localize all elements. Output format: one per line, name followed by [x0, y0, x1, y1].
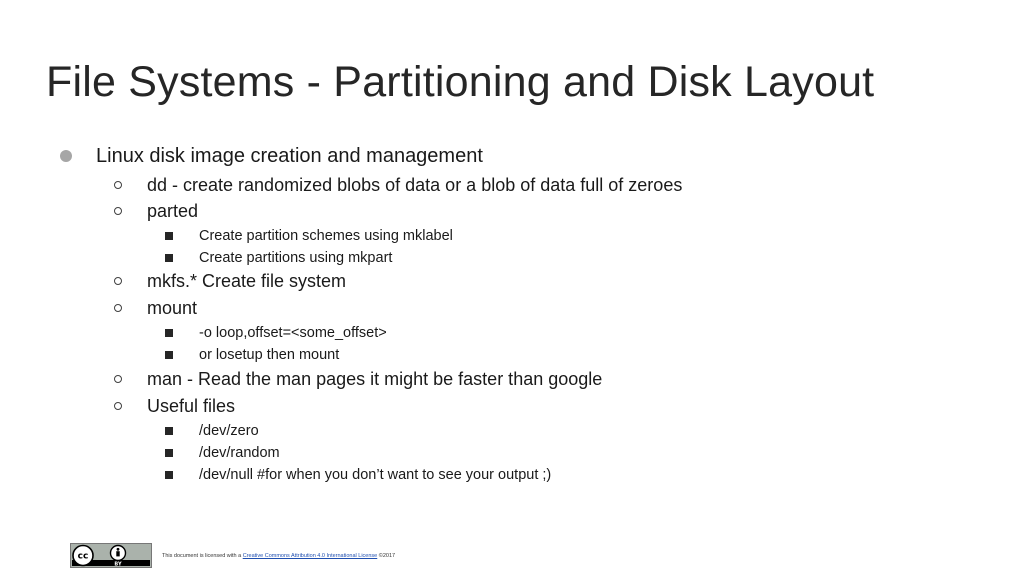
bullet-text: -o loop,offset=<some_offset>	[199, 325, 387, 341]
filled-square-bullet-icon	[165, 471, 173, 479]
bullet-text: or losetup then mount	[199, 347, 340, 363]
bullet-text: /dev/zero	[199, 423, 259, 439]
filled-square-bullet-icon	[165, 449, 173, 457]
bullet-text: Create partition schemes using mklabel	[199, 228, 453, 244]
license-link[interactable]: Creative Commons Attribution 4.0 International License	[242, 553, 378, 559]
bullet-text: man - Read the man pages it might be faster than google	[147, 369, 603, 389]
bullet-text: dd - create randomized blobs of data or a blob of data full of zeroes	[147, 175, 683, 195]
bullet-text: /dev/random	[199, 445, 280, 461]
filled-square-bullet-icon	[165, 329, 173, 337]
bullet-text: /dev/null #for when you don’t want to see your output ;)	[199, 467, 552, 483]
hollow-circle-bullet-icon	[114, 375, 122, 383]
filled-square-bullet-icon	[165, 232, 173, 240]
bullet-text: parted	[147, 201, 199, 221]
bullet-text: Useful files	[147, 396, 236, 416]
bullet-text: Linux disk image creation and management	[96, 145, 483, 167]
hollow-circle-bullet-icon	[114, 277, 122, 285]
hollow-circle-bullet-icon	[114, 402, 122, 410]
by-badge-text: BY	[114, 561, 122, 567]
bullet-text: mkfs.* Create file system	[147, 271, 347, 291]
license-notice	[162, 553, 395, 560]
cc-by-badge-icon	[71, 544, 151, 567]
filled-square-bullet-icon	[165, 351, 173, 359]
license-prefix: This document is licensed with a	[162, 553, 243, 559]
filled-square-bullet-icon	[165, 254, 173, 262]
copyright-text: ©2017	[377, 553, 396, 559]
hollow-circle-bullet-icon	[114, 304, 122, 312]
hollow-circle-bullet-icon	[114, 181, 122, 189]
bullet-text: mount	[147, 298, 198, 318]
bullet-text: Create partitions using mkpart	[199, 250, 393, 266]
cc-badge-text: cc	[77, 551, 89, 562]
hollow-circle-bullet-icon	[114, 207, 122, 215]
cc-by-license-badge[interactable]	[70, 543, 152, 568]
filled-circle-bullet-icon	[60, 150, 72, 162]
slide-title: File Systems - Partitioning and Disk Layout	[46, 58, 875, 106]
filled-square-bullet-icon	[165, 427, 173, 435]
